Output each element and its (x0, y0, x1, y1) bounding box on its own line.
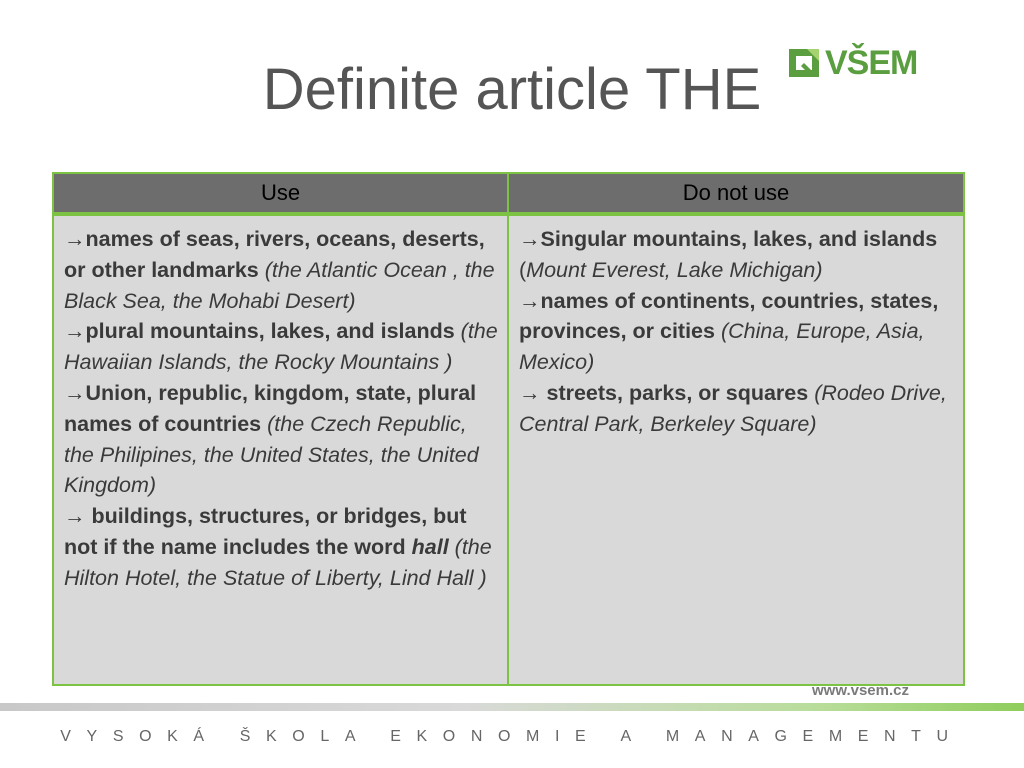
do-not-use-cell (509, 216, 963, 684)
use-cell (54, 216, 509, 684)
logo-mark-icon (787, 45, 823, 81)
do-not-use-entry (519, 378, 955, 440)
arrow-icon: → (64, 380, 86, 405)
entry-examples: (the Hawaiian Islands, the Rocky Mountains ) (64, 319, 498, 375)
entry-bold-text: names of seas, rivers, oceans, deserts, or other landmarks (64, 227, 485, 282)
slide-title: Definite article THE (262, 57, 762, 122)
arrow-icon: → (64, 319, 86, 344)
arrow-icon: → (64, 504, 92, 529)
use-entry (64, 378, 499, 501)
entry-bold-text: Singular mountains, lakes, and islands (540, 227, 938, 251)
entry-examples: (the Czech Republic, the Philipines, the United States, the United Kingdom) (64, 411, 479, 498)
entry-bold-text: names of continents, countries, states, provinces, or cities (519, 288, 939, 344)
entry-bold-text: plural mountains, lakes, and islands (85, 319, 455, 344)
entry-bold-text: streets, parks, or squares (546, 380, 809, 405)
logo-text: VŠEM (825, 44, 918, 82)
entry-examples: (the Hilton Hotel, the Statue of Liberty, Lind Hall ) (64, 534, 492, 590)
entry-examples: (China, Europe, Asia, Mexico) (519, 319, 925, 375)
arrow-icon: → (64, 227, 86, 251)
entry-bold-text: Union, republic, kingdom, state, plural names of countries (64, 380, 477, 436)
entry-examples: (Rodeo Drive, Central Park, Berkeley Square) (519, 380, 947, 436)
entry-examples: Mount Everest, Lake Michigan) (526, 257, 823, 282)
do-not-use-entry (519, 286, 955, 378)
do-not-use-entry: →Singular mountains, lakes, and islands (Mount Everest, Lake Michigan) (519, 227, 938, 282)
vsem-logo (787, 43, 917, 83)
arrow-icon: → (519, 288, 541, 313)
entry-examples: (the Atlantic Ocean , the Black Sea, the Mohabi Desert) (64, 257, 495, 313)
use-entry (64, 501, 499, 593)
column-header-do-not-use: Do not use (509, 174, 963, 216)
footer-url: www.vsem.cz (812, 682, 909, 699)
article-usage-table (52, 172, 965, 686)
arrow-icon: → (519, 227, 541, 251)
arrow-icon: → (519, 380, 547, 405)
footer-divider-bar (0, 703, 1024, 711)
entry-bold-text: buildings, structures, or bridges, but not if the name includes the word (64, 504, 467, 559)
footer-school-name: VYSOKÁ ŠKOLA EKONOMIE A MANAGEMENTU (60, 728, 964, 745)
use-entry (64, 224, 499, 316)
entry-bold-italic-word: hall (411, 534, 449, 559)
use-entry (64, 316, 499, 378)
column-header-use: Use (54, 174, 509, 216)
